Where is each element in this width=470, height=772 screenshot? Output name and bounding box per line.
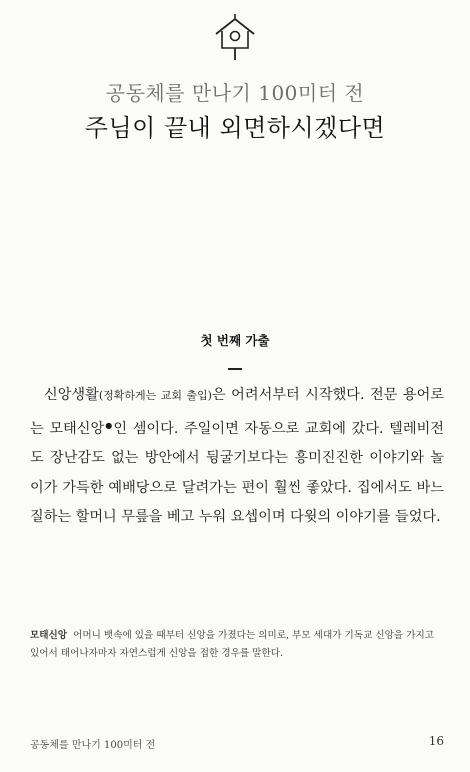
body-paragraph	[30, 381, 444, 533]
footnote	[30, 627, 444, 663]
section-heading: 첫 번째 가출	[200, 333, 270, 348]
footnote-term: 모태신앙	[30, 630, 68, 641]
body-text-run: 은 어려서부터 시작했다. 전문 용어로는 모태신앙	[30, 387, 444, 437]
footnote-text: 어머니 뱃속에 있을 때부터 신앙을 가졌다는 의미로, 부모 세대가 기독교 신앙을 가지고 있어서 태어나자마자 자연스럽게 신앙을 접한 경우를 말한다.	[30, 630, 435, 659]
page-number: 16	[428, 734, 444, 748]
body-text-run: 신앙생활	[44, 387, 99, 403]
running-footer: 공동체를 만나기 100미터 전	[30, 740, 156, 751]
footnote-marker: ●	[104, 420, 114, 430]
body-parenthetical: (정확하게는 교회 출입)	[98, 389, 212, 402]
body-text-run: 인 셈이다. 주일이면 자동으로 교회에 갔다. 텔레비전도 장난감도 없는 방안에서 뒹굴기보다는 흥미진진한 이야기와 놀이가 가득한 예배당으로 달려가는 편이 훨씬 좋았다. 집에서도 바느질하는 할머니 무릎을 베고 누워 요셉이며 다윗의 이야기를 들었다.	[30, 420, 444, 525]
chapter-title: 주님이 끝내 외면하시겠다면	[84, 114, 386, 142]
section-divider	[228, 368, 242, 370]
book-title: 공동체를 만나기 100미터 전	[105, 81, 365, 105]
birdhouse-icon	[212, 14, 258, 62]
